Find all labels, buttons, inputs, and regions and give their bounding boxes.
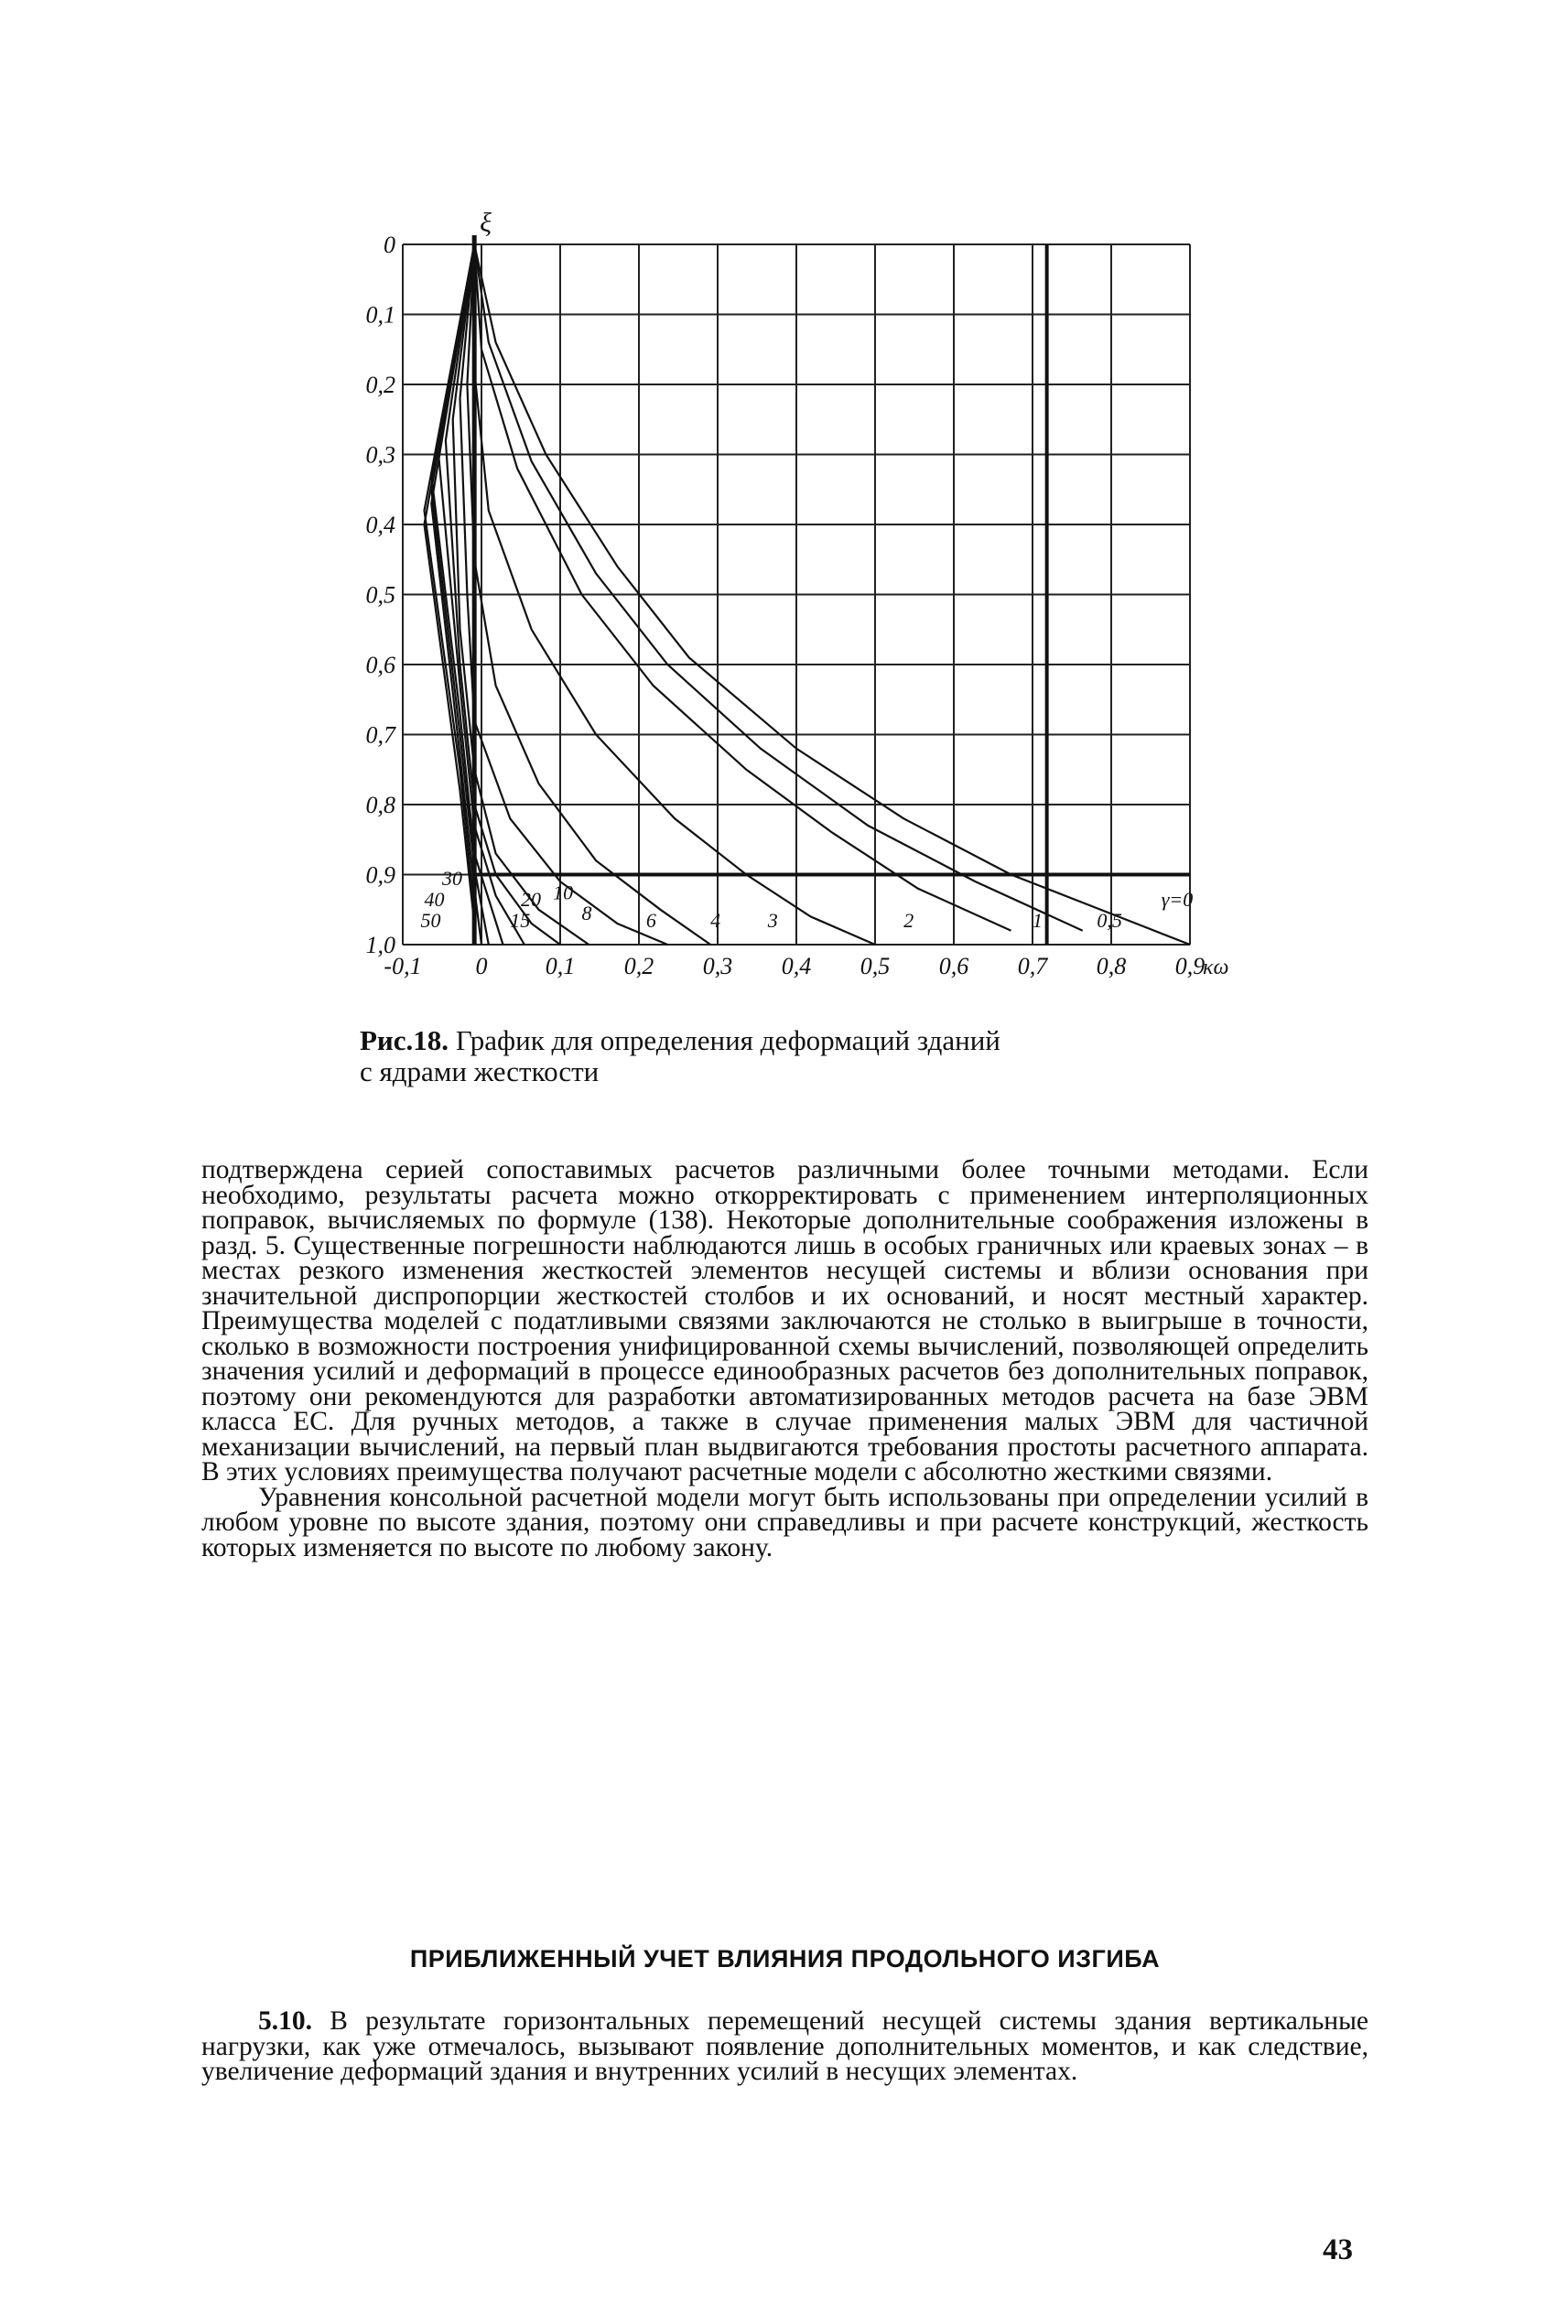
x-tick-label: 0,2 <box>623 953 654 979</box>
section-heading: ПРИБЛИЖЕННЫЙ УЧЕТ ВЛИЯНИЯ ПРОДОЛЬНОГО ИЗГИБА <box>409 1945 1161 1973</box>
curve-label: 1 <box>1033 908 1043 932</box>
curve-label: γ=0 <box>1161 887 1194 911</box>
x-tick-label: 0,7 <box>1017 953 1048 979</box>
deformation-chart <box>362 206 1240 1043</box>
section-text <box>201 2006 1369 2086</box>
y-tick-label: 0,3 <box>365 441 395 469</box>
y-tick-label: 0,7 <box>365 721 395 749</box>
curve-label: 30 <box>442 866 462 890</box>
curve-label: 15 <box>510 908 531 932</box>
section-paragraph-text: В результате горизонтальных перемещений несущей системы здания вертикальные нагрузки, как уже отмечалось, вызывают появление дополнительных моментов, и как следствие, увеличение деформаций здания и внутренних усилий в несущих элементах. <box>201 2006 1369 2086</box>
curve-1 <box>474 244 1011 931</box>
figure-caption <box>360 1025 1238 1087</box>
y-tick-label: 0,9 <box>365 861 395 889</box>
x-tick-label: 0,5 <box>860 953 891 979</box>
y-axis-symbol: ξ <box>480 208 492 238</box>
y-tick-label: 0,8 <box>365 792 395 818</box>
y-tick-label: 0,1 <box>365 301 395 329</box>
x-tick-label: -0,1 <box>384 953 422 979</box>
x-axis-symbol: κω <box>1203 956 1229 979</box>
curve-label: 2 <box>903 908 914 932</box>
section-paragraph <box>201 2006 1369 2086</box>
x-tick-label: 0,3 <box>702 953 733 979</box>
x-tick-label: 0,4 <box>781 953 812 979</box>
curve-label: 6 <box>645 908 656 932</box>
curve-label: 10 <box>553 881 574 904</box>
curve-label: 20 <box>521 887 541 911</box>
curve-label: 8 <box>581 902 592 925</box>
y-tick-label: 0 <box>384 232 395 258</box>
y-tick-label: 1,0 <box>365 932 395 958</box>
curve-label: 4 <box>710 908 721 932</box>
x-tick-label: 0 <box>475 953 488 979</box>
y-tick-label: 0,6 <box>365 652 395 678</box>
figure-caption-label: Рис.18. <box>360 1024 449 1056</box>
x-tick-label: 0,6 <box>938 953 969 979</box>
curve-label: 0,5 <box>1097 908 1122 932</box>
body-paragraph-2: Уравнения консольной расчетной модели могут быть использованы при определении усилий в любом уровне по высоте здания, поэтому они справедливы и при расчете конструкций, жесткость которых изменяется по высоте по любому закону. <box>201 1482 1368 1562</box>
x-tick-label: 0,9 <box>1174 953 1206 979</box>
paragraph-number: 5.10. <box>258 2006 312 2036</box>
figure-caption-line1: График для определения деформаций зданий <box>455 1024 1000 1056</box>
body-paragraph-1: подтверждена серией сопоставимых расчетов различными более точными методами. Если необходимо, результаты расчета можно откорректировать с применением интерполяционных поправок, вычисляемых по формуле (138). Некоторые дополнительные соображения изложены в разд. 5. Существенные погрешности наблюдаются лишь в особых граничных или краевых зонах – в местах резкого изменения жесткостей элементов несущей системы и вблизи основания при значительной диспропорции жесткостей столбов и их оснований, и носят местный характер. Преимущества моделей с податливыми связями заключаются не столько в выигрыше в точности, сколько в возможности построения унифицированной схемы вычислений, позволяющей определить значения усилий и деформаций в процессе единообразных расчетов без дополнительных поправок, поэтому они рекомендуются для разработки автоматизированных методов расчета на базе ЭВМ класса ЕС. Для ручных методов, а также в случае применения малых ЭВМ для частичной механизации вычислений, на первый план выдвигаются требования простоты расчетного аппарата. В этих условиях преимущества получают расчетные модели с абсолютно жесткими связями. <box>201 1155 1368 1486</box>
body-text <box>201 1155 1368 1562</box>
x-tick-label: 0,8 <box>1096 953 1127 979</box>
curve-label: 50 <box>420 908 441 932</box>
y-tick-label: 0,5 <box>365 581 395 609</box>
page-number: 43 <box>1323 2233 1353 2266</box>
chart-canvas <box>362 206 1240 1043</box>
curve-0,5 <box>474 244 1082 931</box>
figure-caption-line2: с ядрами жесткости <box>360 1055 600 1087</box>
y-tick-label: 0,4 <box>365 512 395 538</box>
chart-grid <box>403 235 1190 945</box>
x-tick-label: 0,1 <box>545 953 576 979</box>
curve-label: 3 <box>767 908 778 932</box>
y-tick-label: 0,2 <box>365 372 395 398</box>
curve-label: 40 <box>424 887 445 911</box>
